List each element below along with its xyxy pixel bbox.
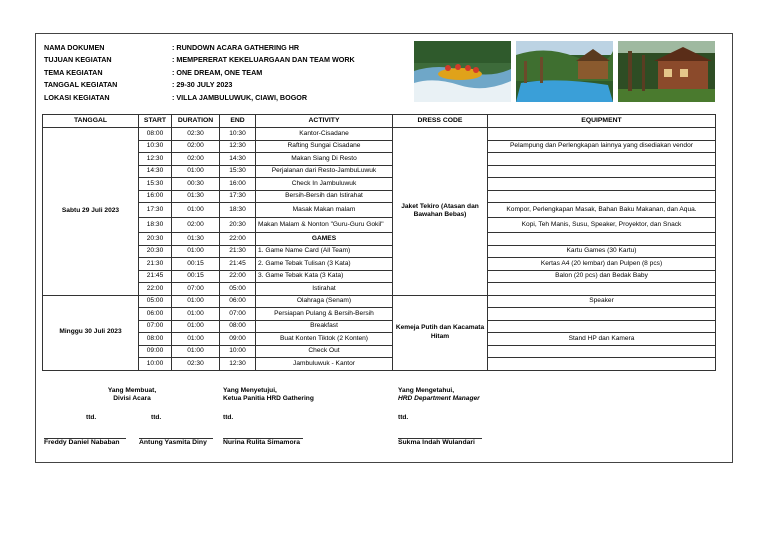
start-cell: 10:00 bbox=[139, 358, 172, 371]
end-cell: 22:00 bbox=[220, 270, 256, 283]
start-cell: 16:00 bbox=[139, 190, 172, 203]
value-tanggal-kegiatan: : 29-30 JULY 2023 bbox=[172, 80, 233, 90]
end-cell: 07:00 bbox=[220, 308, 256, 321]
equipment-cell: Balon (20 pcs) dan Bedak Baby bbox=[488, 270, 716, 283]
col-start: START bbox=[139, 115, 172, 128]
activity-cell: Istirahat bbox=[256, 283, 393, 296]
end-cell: 05:00 bbox=[220, 283, 256, 296]
activity-cell: Check Out bbox=[256, 345, 393, 358]
signer-name-1: Freddy Daniel Nababan bbox=[44, 439, 120, 446]
end-cell: 21:30 bbox=[220, 245, 256, 258]
value-nama-dokumen: : RUNDOWN ACARA GATHERING HR bbox=[172, 43, 300, 52]
table-row bbox=[43, 233, 716, 246]
duration-cell: 00:15 bbox=[172, 270, 220, 283]
activity-cell: Perjalanan dari Resto-JambuLuwuk bbox=[256, 165, 393, 178]
made-by-role: Divisi Acara bbox=[113, 395, 151, 402]
signer-name-2: Antung Yasmita Diny bbox=[139, 439, 207, 446]
made-by-block bbox=[84, 387, 180, 403]
activity-cell: Makan Siang Di Resto bbox=[256, 153, 393, 166]
col-duration: DURATION bbox=[172, 115, 220, 128]
end-cell: 22:00 bbox=[220, 233, 256, 246]
duration-cell: 00:30 bbox=[172, 178, 220, 191]
ttd-mark-4: ttd. bbox=[398, 414, 409, 421]
equipment-cell bbox=[488, 233, 716, 246]
start-cell: 14:30 bbox=[139, 165, 172, 178]
equipment-cell: Kertas A4 (20 lembar) dan Pulpen (8 pcs) bbox=[488, 258, 716, 271]
table-row bbox=[43, 345, 716, 358]
equipment-cell bbox=[488, 165, 716, 178]
equipment-cell: Kopi, Teh Manis, Susu, Speaker, Proyektor, dan Snack bbox=[488, 218, 716, 233]
end-cell: 09:00 bbox=[220, 333, 256, 346]
start-cell: 21:45 bbox=[139, 270, 172, 283]
activity-cell: Buat Konten Tiktok (2 Konten) bbox=[256, 333, 393, 346]
activity-cell: Breakfast bbox=[256, 320, 393, 333]
duration-cell: 07:00 bbox=[172, 283, 220, 296]
duration-cell: 02:00 bbox=[172, 218, 220, 233]
known-by-heading: Yang Mengetahui, bbox=[398, 387, 455, 394]
start-cell: 08:00 bbox=[139, 333, 172, 346]
start-cell: 21:30 bbox=[139, 258, 172, 271]
label-tanggal-kegiatan: TANGGAL KEGIATAN bbox=[44, 80, 118, 90]
value-tujuan-kegiatan: : MEMPERERAT KEKELUARGAAN DAN TEAM WORK bbox=[172, 55, 355, 65]
end-cell: 15:30 bbox=[220, 165, 256, 178]
duration-cell: 00:15 bbox=[172, 258, 220, 271]
col-end: END bbox=[220, 115, 256, 128]
dress-code-cell: Kemeja Putih dan Kacamata Hitam bbox=[393, 295, 488, 370]
approved-by-block bbox=[223, 387, 314, 403]
table-row bbox=[43, 128, 716, 141]
signer-name-4: Sukma Indah Wulandari bbox=[398, 439, 475, 446]
col-tanggal: TANGGAL bbox=[43, 115, 139, 128]
label-lokasi-kegiatan: LOKASI KEGIATAN bbox=[44, 92, 110, 102]
end-cell: 08:00 bbox=[220, 320, 256, 333]
equipment-cell bbox=[488, 283, 716, 296]
table-row bbox=[43, 190, 716, 203]
equipment-cell: Speaker bbox=[488, 295, 716, 308]
activity-cell: Olahraga (Senam) bbox=[256, 295, 393, 308]
header-labels bbox=[44, 42, 117, 104]
end-cell: 12:30 bbox=[220, 358, 256, 371]
equipment-cell: Stand HP dan Kamera bbox=[488, 333, 716, 346]
duration-cell: 01:00 bbox=[172, 333, 220, 346]
duration-cell: 02:00 bbox=[172, 153, 220, 166]
table-row bbox=[43, 203, 716, 218]
activity-cell: 1. Game Name Card (All Team) bbox=[256, 245, 393, 258]
col-activity: ACTIVITY bbox=[256, 115, 393, 128]
equipment-cell bbox=[488, 128, 716, 141]
table-row bbox=[43, 165, 716, 178]
rundown-document bbox=[35, 33, 733, 463]
start-cell: 12:30 bbox=[139, 153, 172, 166]
col-dress-code: DRESS CODE bbox=[393, 115, 488, 128]
equipment-cell bbox=[488, 153, 716, 166]
start-cell: 07:00 bbox=[139, 320, 172, 333]
made-by-heading: Yang Membuat, bbox=[107, 387, 157, 394]
table-row bbox=[43, 258, 716, 271]
end-cell: 06:00 bbox=[220, 295, 256, 308]
duration-cell: 01:00 bbox=[172, 245, 220, 258]
date-cell: Sabtu 29 Juli 2023 bbox=[43, 128, 139, 296]
start-cell: 18:30 bbox=[139, 218, 172, 233]
value-lokasi-kegiatan: : VILLA JAMBULUWUK, CIAWI, BOGOR bbox=[172, 92, 308, 102]
approved-by-role: Ketua Panitia HRD Gathering bbox=[223, 395, 314, 402]
label-nama-dokumen: NAMA DOKUMEN bbox=[44, 43, 105, 52]
signer-name-3: Nurina Rulita Simamora bbox=[223, 439, 301, 446]
duration-cell: 02:00 bbox=[172, 140, 220, 153]
value-tema-kegiatan: : ONE DREAM, ONE TEAM bbox=[172, 67, 263, 77]
equipment-cell bbox=[488, 308, 716, 321]
label-tema-kegiatan: TEMA KEGIATAN bbox=[44, 67, 103, 77]
end-cell: 17:30 bbox=[220, 190, 256, 203]
duration-cell: 01:30 bbox=[172, 190, 220, 203]
equipment-cell bbox=[488, 345, 716, 358]
equipment-cell bbox=[488, 190, 716, 203]
duration-cell: 02:30 bbox=[172, 128, 220, 141]
activity-cell: Persiapan Pulang & Bersih-Bersih bbox=[256, 308, 393, 321]
end-cell: 21:45 bbox=[220, 258, 256, 271]
known-by-block bbox=[398, 387, 480, 403]
activity-cell: Masak Makan malam bbox=[256, 203, 393, 218]
duration-cell: 01:00 bbox=[172, 308, 220, 321]
activity-cell: 2. Game Tebak Tulisan (3 Kata) bbox=[256, 258, 393, 271]
start-cell: 22:00 bbox=[139, 283, 172, 296]
activity-cell: GAMES bbox=[256, 233, 393, 246]
end-cell: 10:30 bbox=[220, 128, 256, 141]
activity-cell: 3. Game Tebak Kata (3 Kata) bbox=[256, 270, 393, 283]
table-row bbox=[43, 218, 716, 233]
table-header-row bbox=[43, 115, 716, 128]
known-by-role: HRD Department Manager bbox=[398, 395, 480, 402]
start-cell: 10:30 bbox=[139, 140, 172, 153]
start-cell: 09:00 bbox=[139, 345, 172, 358]
col-equipment: EQUIPMENT bbox=[488, 115, 716, 128]
duration-cell: 01:00 bbox=[172, 203, 220, 218]
end-cell: 20:30 bbox=[220, 218, 256, 233]
end-cell: 12:30 bbox=[220, 140, 256, 153]
equipment-cell: Pelampung dan Perlengkapan lainnya yang disediakan vendor bbox=[488, 140, 716, 153]
duration-cell: 02:30 bbox=[172, 358, 220, 371]
start-cell: 08:00 bbox=[139, 128, 172, 141]
equipment-cell bbox=[488, 358, 716, 371]
start-cell: 05:00 bbox=[139, 295, 172, 308]
duration-cell: 01:00 bbox=[172, 320, 220, 333]
duration-cell: 01:30 bbox=[172, 233, 220, 246]
approved-by-heading: Yang Menyetujui, bbox=[223, 387, 277, 394]
duration-cell: 01:00 bbox=[172, 165, 220, 178]
ttd-mark-1: ttd. bbox=[86, 414, 97, 421]
table-row bbox=[43, 358, 716, 371]
end-cell: 10:00 bbox=[220, 345, 256, 358]
equipment-cell: Kompor, Perlengkapan Masak, Bahan Baku Makanan, dan Aqua. bbox=[488, 203, 716, 218]
duration-cell: 01:00 bbox=[172, 295, 220, 308]
activity-cell: Makan Malam & Nonton "Guru-Guru Gokil" bbox=[256, 218, 393, 233]
table-row bbox=[43, 140, 716, 153]
duration-cell: 01:00 bbox=[172, 345, 220, 358]
pool-photo bbox=[516, 41, 613, 102]
table-row bbox=[43, 245, 716, 258]
ttd-mark-2: ttd. bbox=[151, 414, 162, 421]
equipment-cell bbox=[488, 320, 716, 333]
start-cell: 15:30 bbox=[139, 178, 172, 191]
date-cell: Minggu 30 Juli 2023 bbox=[43, 295, 139, 370]
ttd-mark-3: ttd. bbox=[223, 414, 234, 421]
rafting-photo bbox=[414, 41, 511, 102]
activity-cell: Kantor-Cisadane bbox=[256, 128, 393, 141]
table-row bbox=[43, 270, 716, 283]
activity-cell: Check In Jambuluwuk bbox=[256, 178, 393, 191]
equipment-cell: Kartu Games (30 Kartu) bbox=[488, 245, 716, 258]
activity-cell: Bersih-Bersih dan Istirahat bbox=[256, 190, 393, 203]
table-row bbox=[43, 320, 716, 333]
end-cell: 14:30 bbox=[220, 153, 256, 166]
table-row bbox=[43, 295, 716, 308]
table-row bbox=[43, 153, 716, 166]
start-cell: 17:30 bbox=[139, 203, 172, 218]
start-cell: 20:30 bbox=[139, 245, 172, 258]
end-cell: 16:00 bbox=[220, 178, 256, 191]
header-values bbox=[172, 42, 355, 104]
table-row bbox=[43, 178, 716, 191]
equipment-cell bbox=[488, 178, 716, 191]
table-row bbox=[43, 308, 716, 321]
end-cell: 18:30 bbox=[220, 203, 256, 218]
start-cell: 20:30 bbox=[139, 233, 172, 246]
activity-cell: Jambuluwuk - Kantor bbox=[256, 358, 393, 371]
activity-cell: Rafting Sungai Cisadane bbox=[256, 140, 393, 153]
table-row bbox=[43, 333, 716, 346]
start-cell: 06:00 bbox=[139, 308, 172, 321]
villa-photo bbox=[618, 41, 715, 102]
table-row bbox=[43, 283, 716, 296]
dress-code-cell: Jaket Tekiro (Atasan dan Bawahan Bebas) bbox=[393, 128, 488, 296]
label-tujuan-kegiatan: TUJUAN KEGIATAN bbox=[44, 55, 112, 65]
rundown-table bbox=[42, 114, 716, 371]
